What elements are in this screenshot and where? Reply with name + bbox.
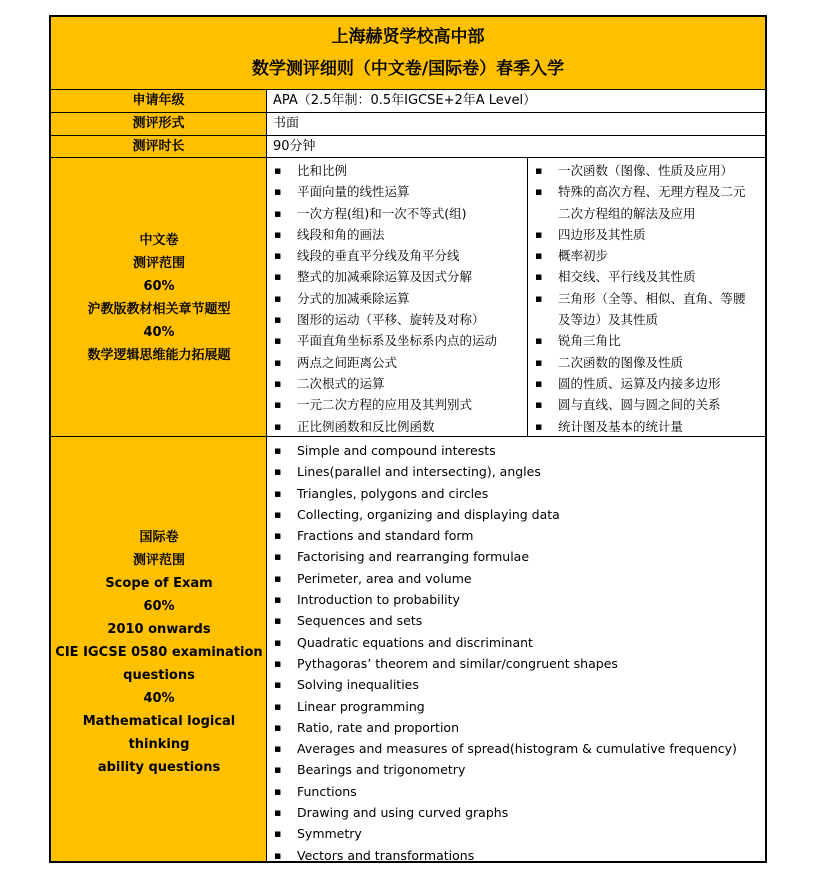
list-item: ▪ Bearings and trigonometry — [267, 759, 765, 780]
list-item: ▪ 一次方程(组)和一次不等式(组) — [267, 203, 525, 224]
list-item: ▪ 线段的垂直平分线及角平分线 — [267, 245, 525, 266]
list-item: ▪ 两点之间距离公式 — [267, 352, 525, 373]
assessment-title: 数学测评细则（中文卷/国际卷）春季入学 — [251, 59, 565, 79]
label-line: 国际卷 — [139, 530, 179, 545]
chinese-topics-right — [528, 160, 765, 437]
duration-label: 测评时长 — [51, 136, 267, 158]
list-item: ▪ Introduction to probability — [267, 589, 765, 610]
list-item: ▪ Pythagoras’ theorem and similar/congruent shapes — [267, 653, 765, 674]
label-line: 沪教版教材相关章节题型 — [87, 302, 231, 317]
list-item: ▪ 四边形及其性质 — [528, 224, 765, 245]
list-item: ▪ 一元二次方程的应用及其判别式 — [267, 394, 525, 415]
list-item: ▪ Sequences and sets — [267, 610, 765, 631]
chinese-paper-label — [51, 229, 267, 367]
list-item: ▪ 图形的运动（平移、旋转及对称） — [267, 309, 525, 330]
list-item: ▪ Drawing and using curved graphs — [267, 802, 765, 823]
label-line: ability questions — [97, 760, 221, 775]
list-item: ▪ 锐角三角比 — [528, 330, 765, 351]
list-item: ▪ 统计图及基本的统计量 — [528, 416, 765, 437]
list-item: ▪ Quadratic equations and discriminant — [267, 632, 765, 653]
list-item: ▪ 圆与直线、圆与圆之间的关系 — [528, 394, 765, 415]
label-line: 测评范围 — [132, 553, 185, 568]
table-title — [51, 17, 765, 90]
list-item: ▪ 一次函数（图像、性质及应用） — [528, 160, 765, 181]
format-value: 书面 — [273, 116, 300, 131]
international-paper-label — [51, 526, 267, 779]
list-item: ▪ 比和比例 — [267, 160, 525, 181]
list-item: ▪ 线段和角的画法 — [267, 224, 525, 245]
list-item: ▪ Lines(parallel and intersecting), angles — [267, 461, 765, 482]
list-item: ▪ 三角形（全等、相似、直角、等腰 — [528, 288, 765, 309]
format-label: 测评形式 — [51, 113, 267, 135]
label-line: 2010 onwards — [107, 622, 211, 637]
label-line: 中文卷 — [139, 233, 179, 248]
chinese-topics-left — [267, 160, 525, 437]
duration-value: 90分钟 — [273, 139, 316, 154]
list-item: ▪ Ratio, rate and proportion — [267, 717, 765, 738]
label-line: Scope of Exam — [105, 576, 213, 591]
label-line: 40% — [143, 325, 175, 340]
label-line: 测评范围 — [132, 256, 185, 271]
label-line: CIE IGCSE 0580 examination — [55, 645, 263, 660]
list-item: 及等边）及其性质 — [558, 312, 659, 328]
assessment-table — [49, 15, 767, 863]
list-item: ▪ Symmetry — [267, 823, 765, 844]
list-item: ▪ 二次函数的图像及性质 — [528, 352, 765, 373]
list-item: 二次方程组的解法及应用 — [558, 205, 696, 221]
list-item: ▪ 平面直角坐标系及坐标系内点的运动 — [267, 330, 525, 351]
label-line: Mathematical logical thinking — [82, 714, 236, 752]
list-item: ▪ Triangles, polygons and circles — [267, 483, 765, 504]
list-item: ▪ 整式的加减乘除运算及因式分解 — [267, 266, 525, 287]
list-item: ▪ 圆的性质、运算及内接多边形 — [528, 373, 765, 394]
label-line: 60% — [143, 279, 175, 294]
grade-value: APA（2.5年制：0.5年IGCSE+2年A Level） — [273, 93, 537, 108]
label-line: 数学逻辑思维能力拓展题 — [87, 348, 231, 363]
list-item: ▪ Perimeter, area and volume — [267, 568, 765, 589]
school-name: 上海赫贤学校高中部 — [331, 27, 485, 47]
list-item: ▪ 概率初步 — [528, 245, 765, 266]
list-item: ▪ 正比例函数和反比例函数 — [267, 416, 525, 437]
international-topics — [267, 440, 765, 866]
label-line: questions — [123, 668, 195, 683]
list-item: ▪ Functions — [267, 781, 765, 802]
list-item: ▪ Fractions and standard form — [267, 525, 765, 546]
list-item: ▪ Vectors and transformations — [267, 845, 765, 866]
list-item: ▪ 平面向量的线性运算 — [267, 181, 525, 202]
grade-label: 申请年级 — [51, 90, 267, 112]
list-item: ▪ Linear programming — [267, 696, 765, 717]
list-item: ▪ Simple and compound interests — [267, 440, 765, 461]
list-item: ▪ Averages and measures of spread(histogram & cumulative frequency) — [267, 738, 765, 759]
list-item: ▪ Solving inequalities — [267, 674, 765, 695]
list-item: ▪ Factorising and rearranging formulae — [267, 546, 765, 567]
label-line: 40% — [143, 691, 175, 706]
list-item: ▪ 分式的加减乘除运算 — [267, 288, 525, 309]
list-item: ▪ Collecting, organizing and displaying data — [267, 504, 765, 525]
label-line: 60% — [143, 599, 175, 614]
list-item: ▪ 特殊的高次方程、无理方程及二元 — [528, 181, 765, 202]
list-item: ▪ 相交线、平行线及其性质 — [528, 266, 765, 287]
list-item: ▪ 二次根式的运算 — [267, 373, 525, 394]
